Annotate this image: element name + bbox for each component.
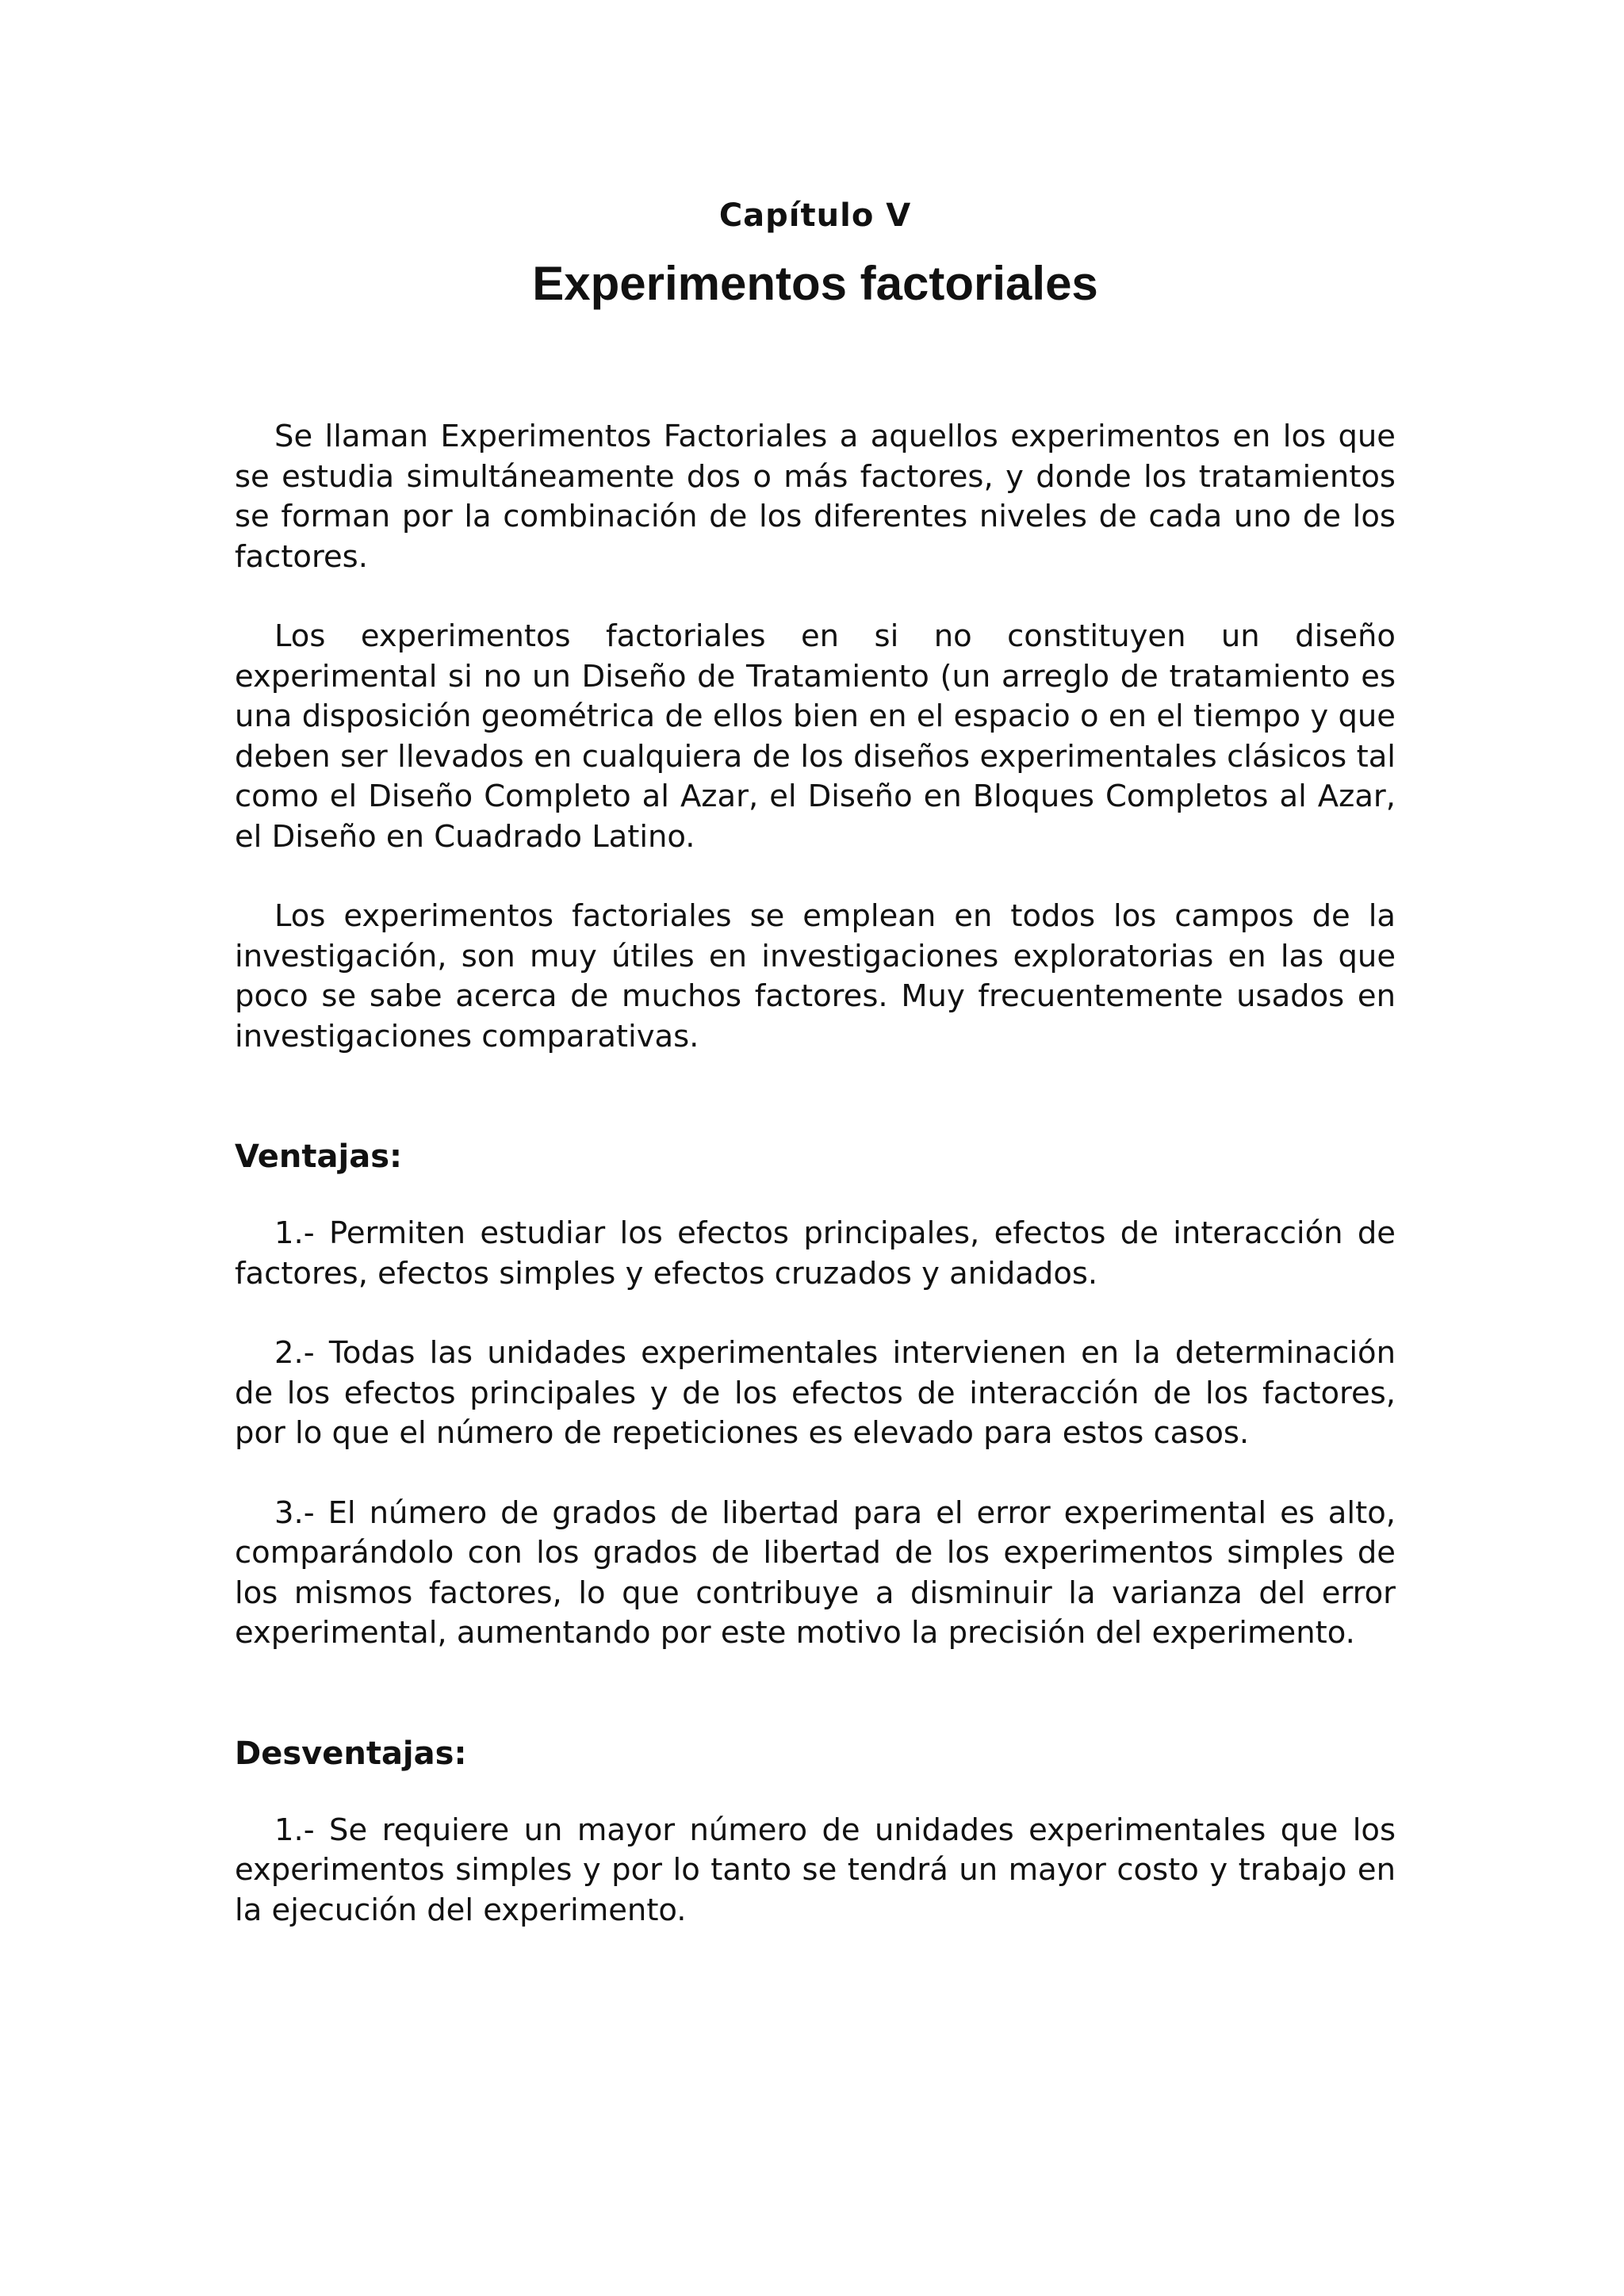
ventajas-item: 1.- Permiten estudiar los efectos principales, efectos de interacción de factores, efectos simples y efectos cruzados y anidados.	[235, 1215, 1396, 1292]
ventajas-item: 2.- Todas las unidades experimentales intervienen en la determinación de los efectos principales y de los efectos de interacción de los factores, por lo que el número de repeticiones es elevado para estos casos.	[235, 1335, 1396, 1451]
document-body	[235, 417, 1396, 1931]
ventajas-item: 3.- El número de grados de libertad para el error experimental es alto, comparándolo con los grados de libertad de los experimentos simples de los mismos factores, lo que contribuye a disminuir la varianza del error experimental, aumentando por este motivo la precisión del experimento.	[235, 1494, 1396, 1651]
ventajas-heading: Ventajas:	[235, 1138, 402, 1175]
intro-paragraph: Se llaman Experimentos Factoriales a aquellos experimentos en los que se estudia simultáneamente dos o más factores, y donde los tratamientos se forman por la combinación de los diferentes niveles de cada uno de los factores.	[235, 419, 1396, 575]
intro-paragraph: Los experimentos factoriales en si no constituyen un diseño experimental si no un Diseño de Tratamiento (un arreglo de tratamiento es una disposición geométrica de ellos bien en el espacio o en el tiempo y que deben ser llevados en cualquiera de los diseños experimentales clásicos tal como el Diseño Completo al Azar, el Diseño en Bloques Completos al Azar, el Diseño en Cuadrado Latino.	[235, 618, 1396, 855]
chapter-label: Capítulo V	[718, 197, 912, 234]
intro-paragraph: Los experimentos factoriales se emplean en todos los campos de la investigación, son muy útiles en investigaciones exploratorias en las que poco se sabe acerca de muchos factores. Muy frecuentemente usados en investigaciones comparativas.	[235, 898, 1396, 1054]
desventajas-item: 1.- Se requiere un mayor número de unidades experimentales que los experimentos simples y por lo tanto se tendrá un mayor costo y trabajo en la ejecución del experimento.	[235, 1812, 1396, 1928]
chapter-title: Experimentos factoriales	[532, 257, 1098, 310]
desventajas-heading: Desventajas:	[235, 1735, 467, 1772]
